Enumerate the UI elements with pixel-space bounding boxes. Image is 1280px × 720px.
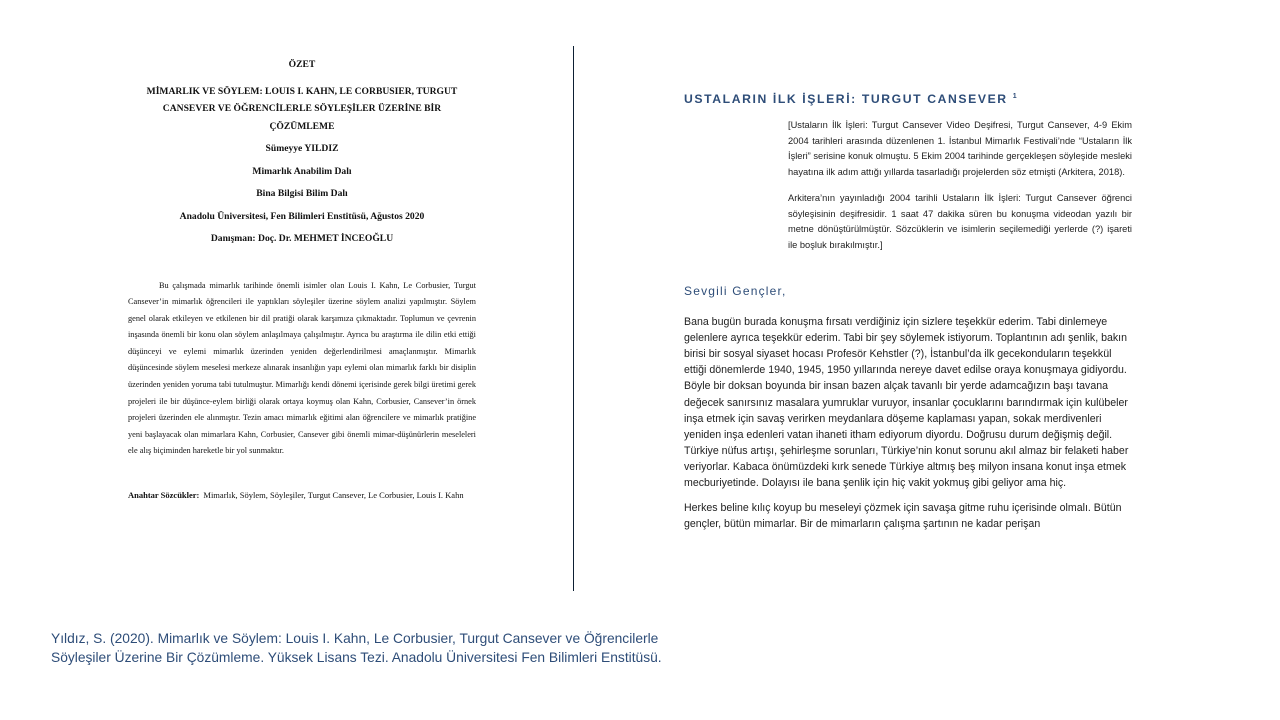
thesis-abstract-page [128, 56, 476, 504]
author-name: Sümeyye YILDIZ [265, 143, 339, 154]
keywords-label: Anahtar Sözcükler: [128, 490, 200, 501]
editor-note [788, 118, 1132, 253]
institution: Anadolu Üniversitesi, Fen Bilimleri Enstitüsü, Ağustos 2020 [179, 210, 425, 222]
transcript-page [684, 87, 1132, 541]
thesis-title-line-1: MİMARLIK VE SÖYLEM: LOUIS I. KAHN, LE CORBUSIER, TURGUT [146, 85, 458, 97]
note-paragraph-2: Arkitera’nın yayınladığı 2004 tarihli Ustaların İlk İşleri: Turgut Cansever öğrenci söyleşisinin deşifresidir. 1 saat 47 dakika süren bu konuşma videodan yazılı bir metne dönüştürülmüştür. Sözcüklerin ve isimlerin seçilemediği yerlerde (?) işareti ile boşluk bırakılmıştır.] [788, 193, 1132, 250]
thesis-title-line-2: CANSEVER VE ÖĞRENCİLERLE SÖYLEŞİLER ÜZERİNE BİR [162, 103, 442, 114]
speech-text [684, 314, 1132, 532]
transcript-heading-text: USTALARIN İLK İŞLERİ: TURGUT CANSEVER [684, 92, 1008, 107]
keywords-text: Mimarlık, Söylem, Söyleşiler, Turgut Cansever, Le Corbusier, Louis I. Kahn [203, 490, 464, 501]
speech-paragraph-2: Herkes beline kılıç koyup bu meseleyi çözmek için savaşa gitme ruhu içerisinde olmalı. Bütün gençler, bütün mimarlar. Bir de mimarların çalışma şartının ne kadar perişan [684, 502, 1122, 531]
keywords-block [128, 487, 476, 504]
thesis-title-line-3: ÇÖZÜMLEME [269, 120, 335, 132]
source-citation: Yıldız, S. (2020). Mimarlık ve Söylem: Louis I. Kahn, Le Corbusier, Turgut Cansever ve Öğrencilerle Söyleşiler Üzerine Bir Çözümleme. Yüksek Lisans Tezi. Anadolu Üniversitesi Fen Bilimleri Enstitüsü. [51, 631, 662, 665]
abstract-text: Bu çalışmada mimarlık tarihinde önemli isimler olan Louis I. Kahn, Le Corbusier, Turgut Cansever’in mimarlık öğrencileri ile yaptıkları söyleşiler üzerine söylem analizi yapılmıştır. Söylem genel olarak etkileyen ve etkilenen bir dil pratiği olarak karşımıza çıkmaktadır. Toplumun ve çevrenin inşasında önemli bir konu olan söylem anlaşılmaya çalışılmıştır. Ayrıca bu araştırma ile dilin etki ettiği düşünceyi ve eylemi mimarlık üzerinden yeniden değerlendirilmesi amaçlanmıştır. Mimarlık düşüncesinde söylem meselesi merkeze alınarak insanlığın yapı eylemi olan mimarlık farklı bir disiplin üzerinden yeniden yoruma tabi tutulmuştur. Mimarlığı kendi dönemi içerisinde gerek bilgi üretimi gerek projeleri ile bir düşünce-eylem birliği olarak ortaya koymuş olan Kahn, Corbusier, Cansever’in örnek projeleri üzerinden ele alınmıştır. Tezin amacı mimarlık eğitimi alan öğrencilere ve mimarlık pratiğine yeni başlayacak olan mimarlara Kahn, Corbusier, Cansever gibi önemli mimar-düşünürlerin meseleleri ele alış biçiminden hareketle bir yol sunmaktır. [128, 280, 476, 456]
transcript-heading [684, 87, 1132, 109]
section-title: ÖZET [288, 59, 316, 70]
vertical-divider [573, 46, 574, 591]
department: Mimarlık Anabilim Dalı [252, 165, 352, 177]
note-paragraph-1: [Ustaların İlk İşleri: Turgut Cansever Video Deşifresi, Turgut Cansever, 4-9 Ekim 2004 tarihleri arasında düzenlenen 1. İstanbul Mimarlık Festivali’nde “Ustaların İlk İşleri” serisine konuk olmuştu. 5 Ekim 2004 tarihinde gerçekleşen söyleşide mesleki hayatına ilk adım attığı yıllarda tasarladığı projelerden söz etmişti (Arkitera, 2018). [788, 120, 1132, 177]
discipline: Bina Bilgisi Bilim Dalı [256, 188, 348, 199]
speech-paragraph-1: Bana bugün burada konuşma fırsatı verdiğiniz için sizlere teşekkür ederim. Tabi dinlemeye gelenlere ayrıca teşekkür ederim. Tabi bir şey söylemek istiyorum. Toplantının adı şenlik, bakın birisi bir sosyal siyaset hocası Profesör Kehstler (?), İstanbul’da ilk gecekonduların teşekkül ettiği dönemlerde 1940, 1945, 1950 yıllarında nereye davet edilse oraya konuşmaya gidiyordu. Böyle bir doksan boyunda bir insan bazen alçak tavanlı bir yerde adamcağızın başı tavana değecek sanırsınız masalara yumruklar vuruyor, insanlar çocuklarını barındırmak için kulübeler inşa etmek için savaş verirken meydanlara döşeme kaplaması yapan, sokak merdivenleri yeniden inşa edenleri vatan ihaneti itham ediyorum diyordu. Doğrusu durum değişmiş değil. Türkiye nüfus artışı, şehirleşme sorunları, Türkiye’nin konut sorunu akıl almaz bir felaketi haber veriyorlar. Kabaca önümüzdeki kırk senede Türkiye altmış beş milyon insana konut inşa etmek mecburiyetinde. Dolayısı ile bana şenlik için hiç vakit yokmuş gibi geliyor ama hiç. [684, 316, 1129, 489]
heading-footnote: 1 [1012, 93, 1017, 100]
salutation: Sevgili Gençler, [684, 284, 787, 299]
advisor: Danışman: Doç. Dr. MEHMET İNCEOĞLU [210, 233, 394, 244]
